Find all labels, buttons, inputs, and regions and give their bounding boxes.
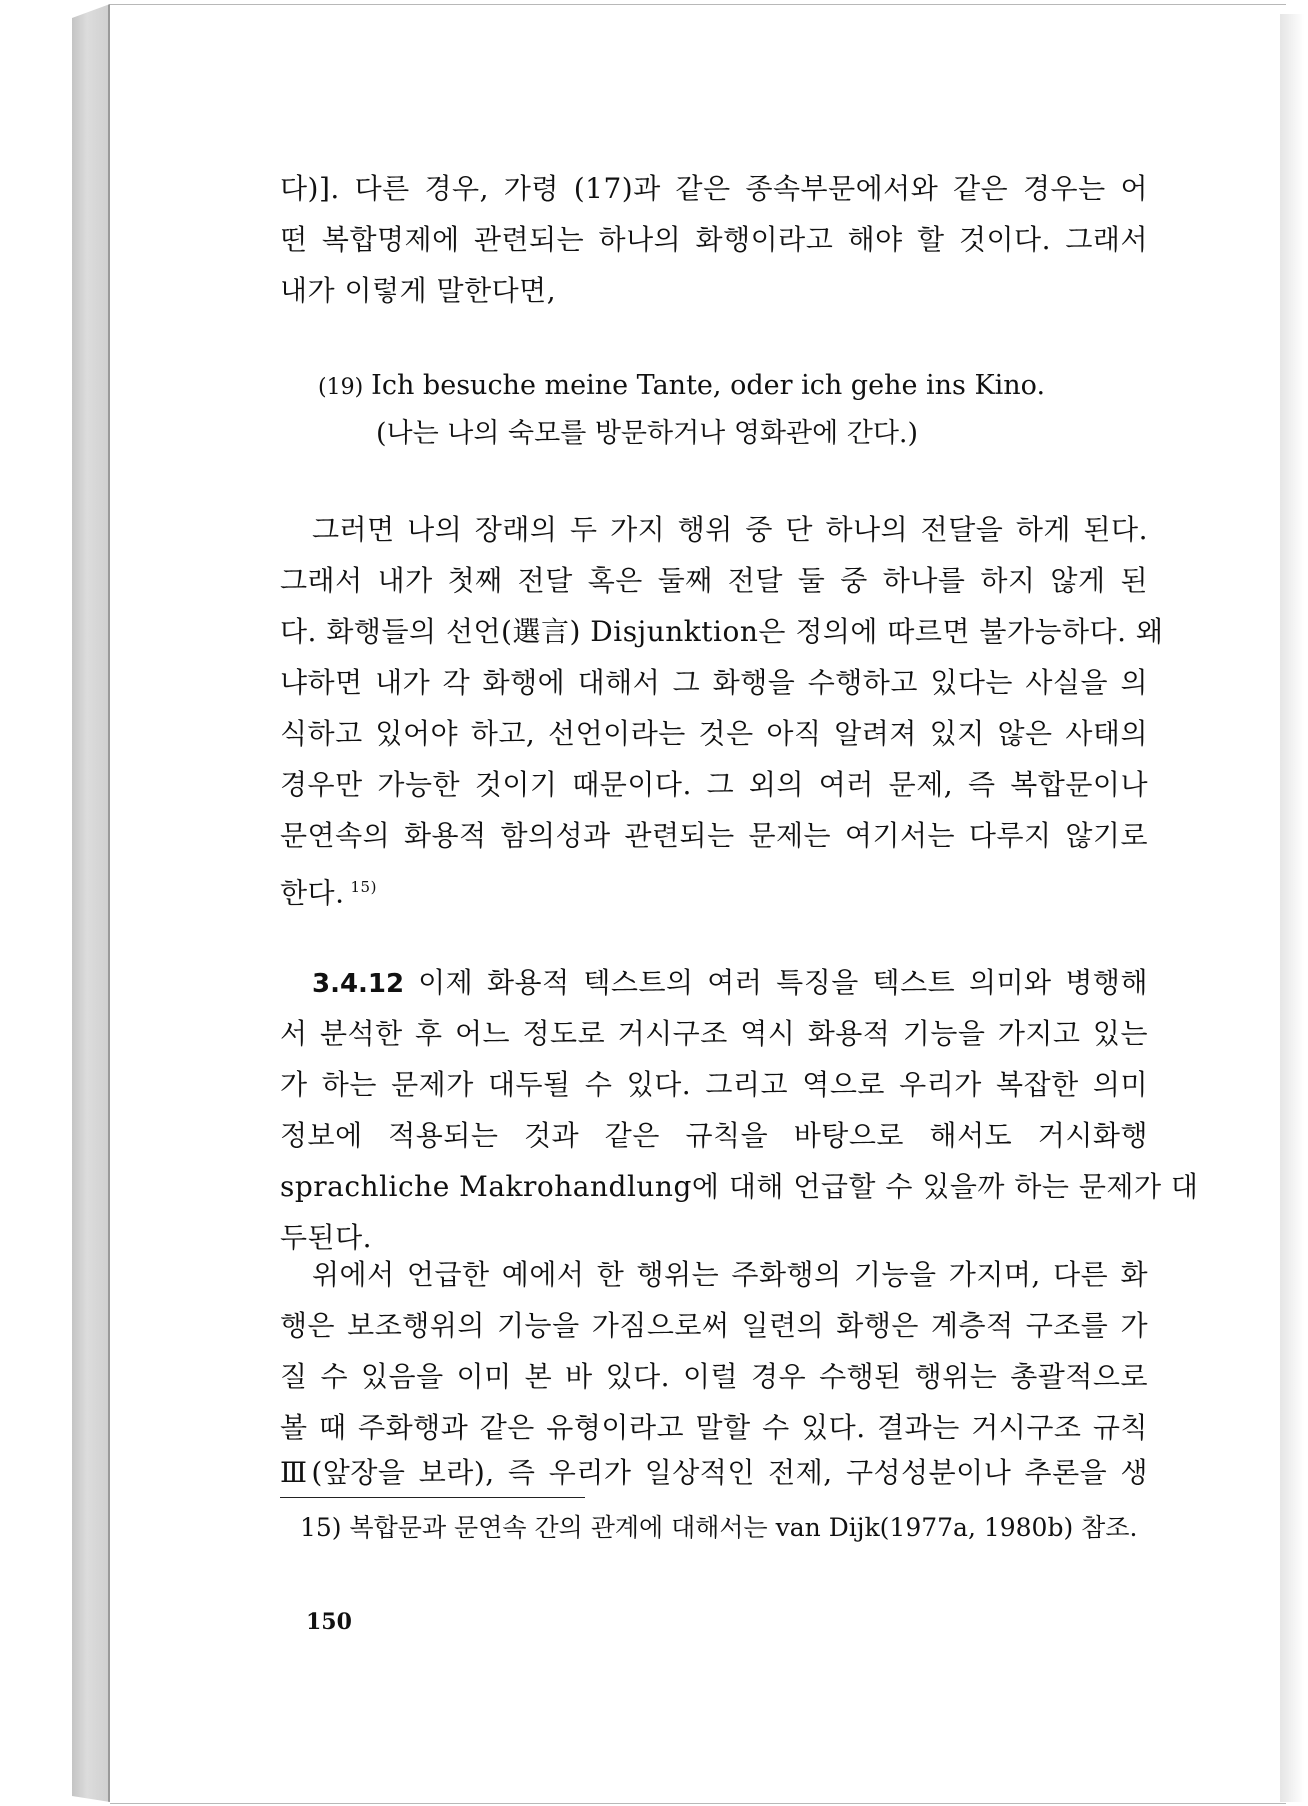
section-line-2: 서 분석한 후 어느 정도로 거시구조 역시 화용적 기능을 가지고 있는 bbox=[280, 1017, 1148, 1050]
paragraph-2-line-2: 그래서 내가 첫째 전달 혹은 둘째 전달 둘 중 하나를 하지 않게 된 bbox=[280, 564, 1148, 597]
page-number: 150 bbox=[306, 1609, 352, 1635]
footnote-reference: 15) bbox=[350, 878, 377, 896]
paragraph-2-line-4: 냐하면 내가 각 화행에 대해서 그 화행을 수행하고 있다는 사실을 의 bbox=[280, 666, 1148, 699]
paragraph-3-line-4: 볼 때 주화행과 같은 유형이라고 말할 수 있다. 결과는 거시구조 규칙 bbox=[280, 1411, 1148, 1444]
paragraph-3-line-2: 행은 보조행위의 기능을 가짐으로써 일련의 화행은 계층적 구조를 가 bbox=[280, 1309, 1148, 1342]
paragraph-3-line-5: Ⅲ(앞장을 보라), 즉 우리가 일상적인 전제, 구성성분이나 추론을 생 bbox=[280, 1456, 1148, 1489]
paragraph-1-line-1: 다)]. 다른 경우, 가령 (17)과 같은 종속부문에서와 같은 경우는 어 bbox=[280, 172, 1148, 205]
paragraph-2-line-6: 경우만 가능한 것이기 때문이다. 그 외의 여러 문제, 즉 복합문이나 bbox=[280, 768, 1148, 801]
paragraph-2-line-8 bbox=[280, 867, 1148, 910]
page-shadow bbox=[1280, 14, 1304, 1802]
section-line-3: 가 하는 문제가 대두될 수 있다. 그리고 역으로 우리가 복잡한 의미 bbox=[280, 1068, 1148, 1101]
paragraph-2-line-3: 다. 화행들의 선언(選言) Disjunktion은 정의에 따르면 불가능하다. 왜 bbox=[280, 615, 1164, 648]
footnote-divider bbox=[280, 1497, 585, 1498]
paragraph-1-line-2: 떤 복합명제에 관련되는 하나의 화행이라고 해야 할 것이다. 그래서 bbox=[280, 223, 1148, 256]
section-line-5: sprachliche Makrohandlung에 대해 언급할 수 있을까 하는 문제가 대 bbox=[280, 1170, 1199, 1203]
example-german: Ich besuche meine Tante, oder ich gehe ins Kino. bbox=[371, 370, 1046, 401]
paragraph-2-line-7: 문연속의 화용적 함의성과 관련되는 문제는 여기서는 다루지 않기로 bbox=[280, 819, 1148, 852]
section-first-line: 이제 화용적 텍스트의 여러 특징을 텍스트 의미와 병행해 bbox=[418, 966, 1148, 999]
example-korean: (나는 나의 숙모를 방문하거나 영화관에 간다.) bbox=[376, 418, 919, 449]
paragraph-2-last-text: 한다. bbox=[280, 876, 345, 910]
footnote-15: 15) 복합문과 문연속 간의 관계에 대해서는 van Dijk(1977a, 1980b) 참조. bbox=[300, 1513, 1138, 1542]
section-line-4: 정보에 적용되는 것과 같은 규칙을 바탕으로 해서도 거시화행 bbox=[280, 1119, 1148, 1152]
section-heading-line bbox=[312, 963, 1148, 1003]
paragraph-3-line-1: 위에서 언급한 예에서 한 행위는 주화행의 기능을 가지며, 다른 화 bbox=[312, 1258, 1148, 1291]
example-19 bbox=[318, 366, 1045, 408]
paragraph-3-line-3: 질 수 있음을 이미 본 바 있다. 이럴 경우 수행된 행위는 총괄적으로 bbox=[280, 1360, 1148, 1393]
paragraph-1-line-3: 내가 이렇게 말한다면, bbox=[280, 274, 557, 307]
book-spine bbox=[72, 4, 110, 1802]
section-number: 3.4.12 bbox=[312, 969, 405, 999]
example-number: (19) bbox=[318, 375, 364, 400]
paragraph-2-line-1: 그러면 나의 장래의 두 가지 행위 중 단 하나의 전달을 하게 된다. bbox=[312, 513, 1148, 546]
paragraph-2-line-5: 식하고 있어야 하고, 선언이라는 것은 아직 알려져 있지 않은 사태의 bbox=[280, 717, 1148, 750]
section-line-6: 두된다. bbox=[280, 1221, 373, 1254]
